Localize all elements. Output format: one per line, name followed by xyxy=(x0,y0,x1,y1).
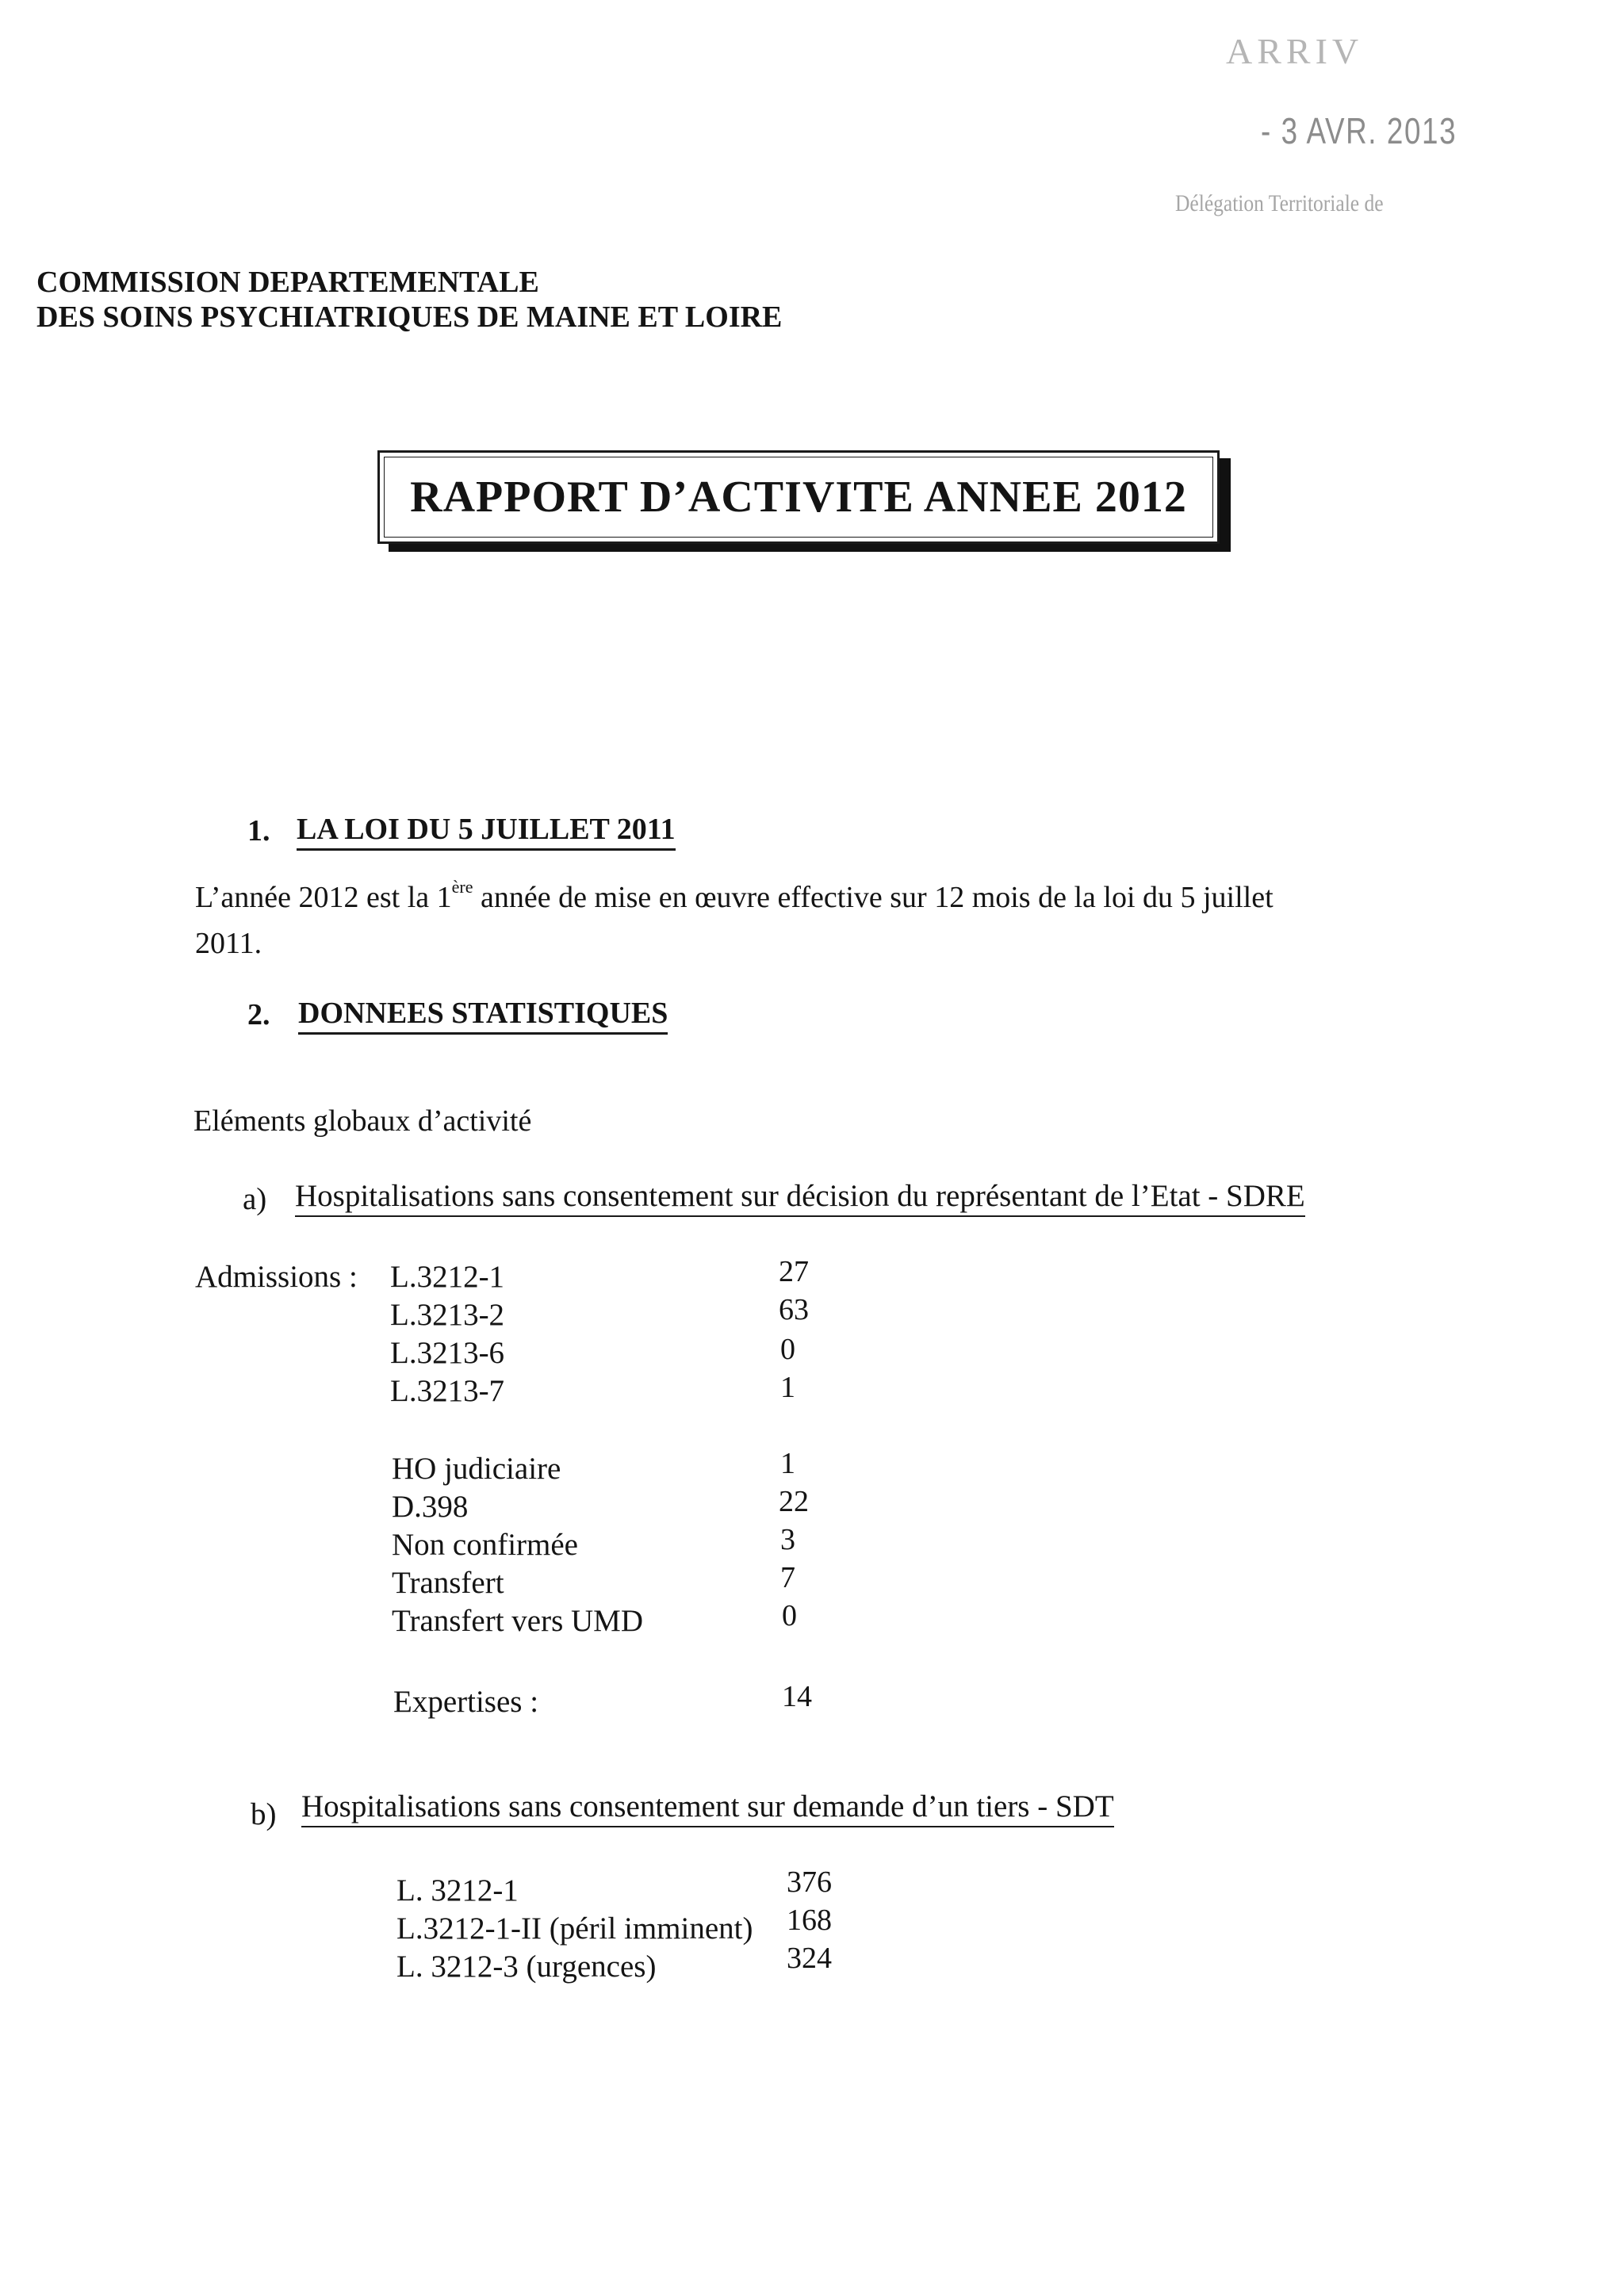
reception-stamp-department: Délégation Territoriale de xyxy=(1175,190,1384,216)
sdre-row-label: Transfert xyxy=(392,1566,504,1600)
sdt-row-label: L. 3212-3 (urgences) xyxy=(396,1950,657,1984)
sdt-row-value: 376 xyxy=(787,1866,832,1899)
sdt-row-value: 324 xyxy=(787,1942,832,1975)
sdre-row-value: 63 xyxy=(779,1293,809,1326)
expertises-value: 14 xyxy=(782,1680,812,1713)
expertises-label: Expertises : xyxy=(393,1685,539,1719)
organization-name-line2: DES SOINS PSYCHIATRIQUES DE MAINE ET LOIRE xyxy=(36,300,783,334)
subsection-b-heading: Hospitalisations sans consentement sur demande d’un tiers - SDT xyxy=(301,1789,1114,1827)
sdre-row-value: 0 xyxy=(780,1333,795,1366)
organization-name-line1: COMMISSION DEPARTEMENTALE xyxy=(36,266,539,299)
sdre-row-value: 0 xyxy=(782,1599,797,1632)
sdre-row-value: 27 xyxy=(779,1255,809,1288)
report-title-box xyxy=(377,450,1220,544)
subsection-b-label: b) xyxy=(251,1797,277,1831)
sdre-row-label: L.3213-6 xyxy=(390,1336,505,1370)
section-1-number: 1. xyxy=(247,814,270,848)
sdt-row-value: 168 xyxy=(787,1904,832,1937)
admissions-label: Admissions : xyxy=(195,1260,358,1294)
sdre-row-value: 1 xyxy=(780,1447,795,1480)
report-title: RAPPORT D’ACTIVITE ANNEE 2012 xyxy=(410,473,1187,522)
sdt-row-label: L.3212-1-II (péril imminent) xyxy=(396,1911,753,1946)
sdre-row-label: D.398 xyxy=(392,1490,469,1524)
section-2-intro: Eléments globaux d’activité xyxy=(193,1104,532,1138)
sdre-row-label: HO judiciaire xyxy=(392,1452,561,1486)
section-2-heading: DONNEES STATISTIQUES xyxy=(298,996,668,1035)
sdt-row-label: L. 3212-1 xyxy=(396,1873,519,1908)
sdre-row-label: Transfert vers UMD xyxy=(392,1604,644,1638)
sdre-row-value: 22 xyxy=(779,1485,809,1518)
reception-stamp-date: - 3 AVR. 2013 xyxy=(1261,110,1457,151)
section-2-number: 2. xyxy=(247,998,270,1031)
subsection-a-heading: Hospitalisations sans consentement sur décision du représentant de l’Etat - SDRE xyxy=(295,1178,1305,1217)
section-1-paragraph-line1: L’année 2012 est la 1ère année de mise en œuvre effective sur 12 mois de la loi du 5 juillet xyxy=(195,877,1274,914)
section-1-heading: LA LOI DU 5 JUILLET 2011 xyxy=(297,812,676,851)
sdre-row-value: 1 xyxy=(780,1371,795,1404)
subsection-a-label: a) xyxy=(243,1182,267,1216)
sdre-row-label: Non confirmée xyxy=(392,1528,578,1562)
reception-stamp-word: ARRIV xyxy=(1226,31,1364,71)
sdre-row-value: 7 xyxy=(780,1561,795,1594)
section-1-paragraph-line2: 2011. xyxy=(195,927,262,960)
sdre-row-label: L.3212-1 xyxy=(390,1260,505,1294)
sdre-row-value: 3 xyxy=(780,1523,795,1556)
sdre-row-label: L.3213-7 xyxy=(390,1374,505,1408)
sdre-row-label: L.3213-2 xyxy=(390,1298,505,1332)
